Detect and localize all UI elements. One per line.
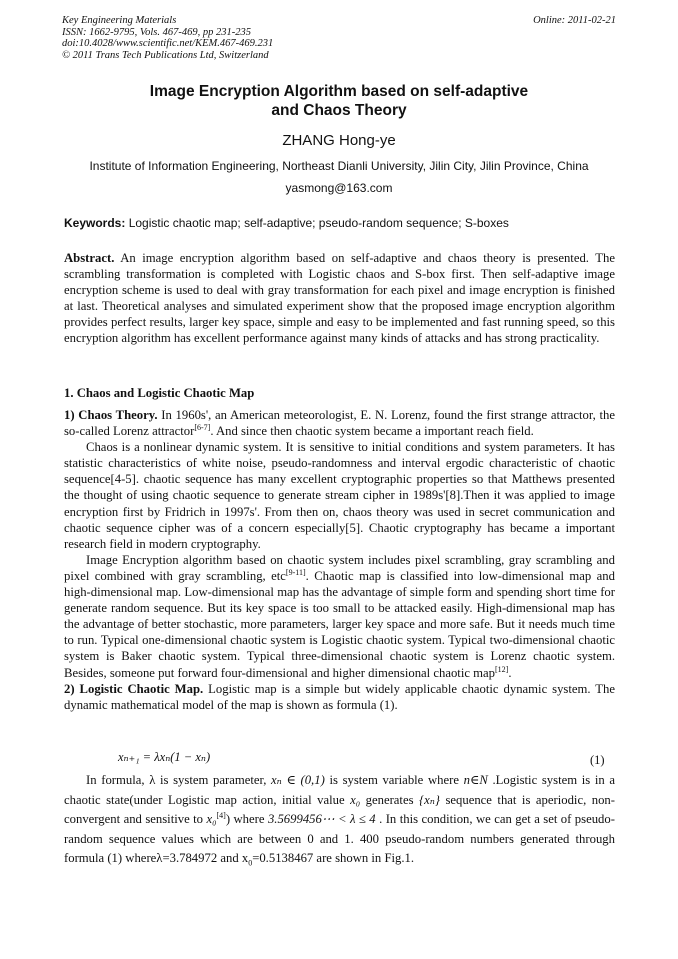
formula-logistic-map: xₙ₊₁ = λxₙ(1 − xₙ) — [118, 750, 211, 764]
math-inline: 3.5699456⋯ < λ ≤ 4 — [267, 812, 376, 826]
text-run: . — [508, 665, 512, 680]
math-inline: x₀ — [206, 812, 217, 826]
journal-name: Key Engineering Materials — [62, 15, 177, 26]
text-run: ) where — [225, 812, 268, 826]
online-date: Online: 2011-02-21 — [533, 15, 616, 26]
text-run: . Chaotic map is classified into low-dimensional map and high-dimensional map. Low-dimensional map has the advantage of simple form and spending short time for generate random sequence. But its key space is too small to be attacked easily. High-dimensional map has the advantage of better stochastic, more parameters, larger key space and more safe. But it needs much time to run. Typical one-dimensional chaotic system is Logistic chaotic system. Typical two-dimensional chaotic system is Baker chaotic system. Typical three-dimensional chaotic system is Lorenz chaotic system. Besides, someone put forward four-dimensional and higher dimensional chaotic map — [64, 568, 615, 680]
subscript: 0 — [248, 858, 253, 868]
abstract-text: An image encryption algorithm based on self-adaptive and chaos theory is presented. The scrambling transformation is completed with Logistic chaos and S-box first. Then self-adaptive image encryption scheme is used to deal with gray transformation for each pixel and image encryption is finished at last. Theoretical analyses and simulated experiment show that the proposed image encryption algorithm provides perfect results, larger key space, simple and easy to be implemented and fast running speed, so this encryption algorithm has excellent performance against many kinds of attacks and has strong practicality. — [64, 251, 615, 346]
affiliation: Institute of Information Engineering, Northeast Dianli University, Jilin City, Jilin Province, China — [89, 159, 589, 173]
text-run: is system variable where — [324, 773, 464, 787]
keywords-label: Keywords: — [64, 216, 126, 230]
text-run: generates — [360, 792, 420, 807]
section-heading: 1. Chaos and Logistic Chaotic Map — [64, 386, 255, 400]
text-run: Logistic map is a simple but widely applicable chaotic dynamic system. The dynamic mathematical model of the map is shown as formula (1). — [64, 681, 615, 712]
paragraph-label: 1) Chaos Theory. — [64, 408, 158, 422]
keywords — [64, 216, 616, 230]
author-email: yasmong@163.com — [285, 181, 393, 195]
copyright-line: © 2011 Trans Tech Publications Ltd, Switzerland — [62, 49, 269, 61]
text-run: .Logistic system is in a chaotic state(under Logistic map action, initial value — [64, 773, 616, 807]
journal-header — [62, 15, 616, 61]
title-line-1: Image Encryption Algorithm based on self-adaptive — [149, 83, 529, 100]
paper-title — [62, 82, 616, 120]
text-run: In formula, λ is system parameter, — [86, 773, 272, 787]
math-inline: n∈N — [463, 773, 488, 787]
abstract — [64, 250, 615, 347]
abstract-label: Abstract. — [64, 251, 115, 265]
formula-number: (1) — [590, 753, 605, 767]
citation: [9-11] — [285, 567, 306, 577]
paragraph-logistic-map — [64, 681, 615, 713]
paragraph-chaos: Chaos is a nonlinear dynamic system. It is sensitive to initial conditions and system parameters. It has statistic characteristics of white noise, pseudo-randomness and interval ergodic characteristic of chaotic sequence[4-5]. chaotic sequence has many excellent cryptographic properties so that Matthews presented the thought of using chaotic sequence to generate stream cipher in 1989s'[8].Then it was applied to image encryption first by Fridrich in 1997s'. From then on, chaos theory was used in secret communication and chaotic sequence cipher was of a concern especially[5]. Chaotic cryptography has became a important research field in modern cryptography. — [64, 440, 615, 551]
math-inline: {xₙ} — [419, 792, 440, 807]
title-line-2: and Chaos Theory — [271, 102, 407, 119]
paragraph-chaos-theory — [64, 407, 615, 439]
citation: [12] — [495, 664, 509, 674]
text-run: . In this condition, we can get a set of pseudo-random sequence values which are between 0 and 1. 400 pseudo-random numbers generated through formula (1) whereλ=3.784972 and x — [64, 812, 615, 865]
text-run: In 1960s', an American meteorologist, E. N. Lorenz, found the first strange attractor, the so-called Lorenz attractor — [64, 408, 616, 439]
text-run: . And since then chaotic system became a important reach field. — [210, 424, 534, 439]
doi-line: doi:10.4028/www.scientific.net/KEM.467-469.231 — [62, 38, 274, 49]
keywords-text: Logistic chaotic map; self-adaptive; pseudo-random sequence; S-boxes — [125, 216, 509, 230]
text-run: Image Encryption algorithm based on chaotic system includes pixel scrambling, gray scrambling and pixel combined with gray scrambling, etc — [64, 552, 615, 583]
author-name: ZHANG Hong-ye — [282, 132, 396, 149]
math-inline: xₙ ∈ (0,1) — [271, 773, 325, 787]
citation: [6-7] — [194, 422, 211, 432]
paragraph-label: 2) Logistic Chaotic Map. — [64, 681, 204, 696]
text-run: sequence that is aperiodic, non-convergent and sensitive to — [64, 792, 616, 826]
paragraph-image-encryption — [64, 552, 615, 681]
math-inline: x₀ — [350, 792, 361, 807]
section-body — [64, 407, 615, 713]
text-run: =0.5138467 are shown in Fig.1. — [252, 851, 415, 865]
citation: [4] — [216, 810, 226, 820]
formula-explanation — [64, 771, 615, 869]
issn-line: ISSN: 1662-9795, Vols. 467-469, pp 231-235 — [62, 26, 251, 38]
